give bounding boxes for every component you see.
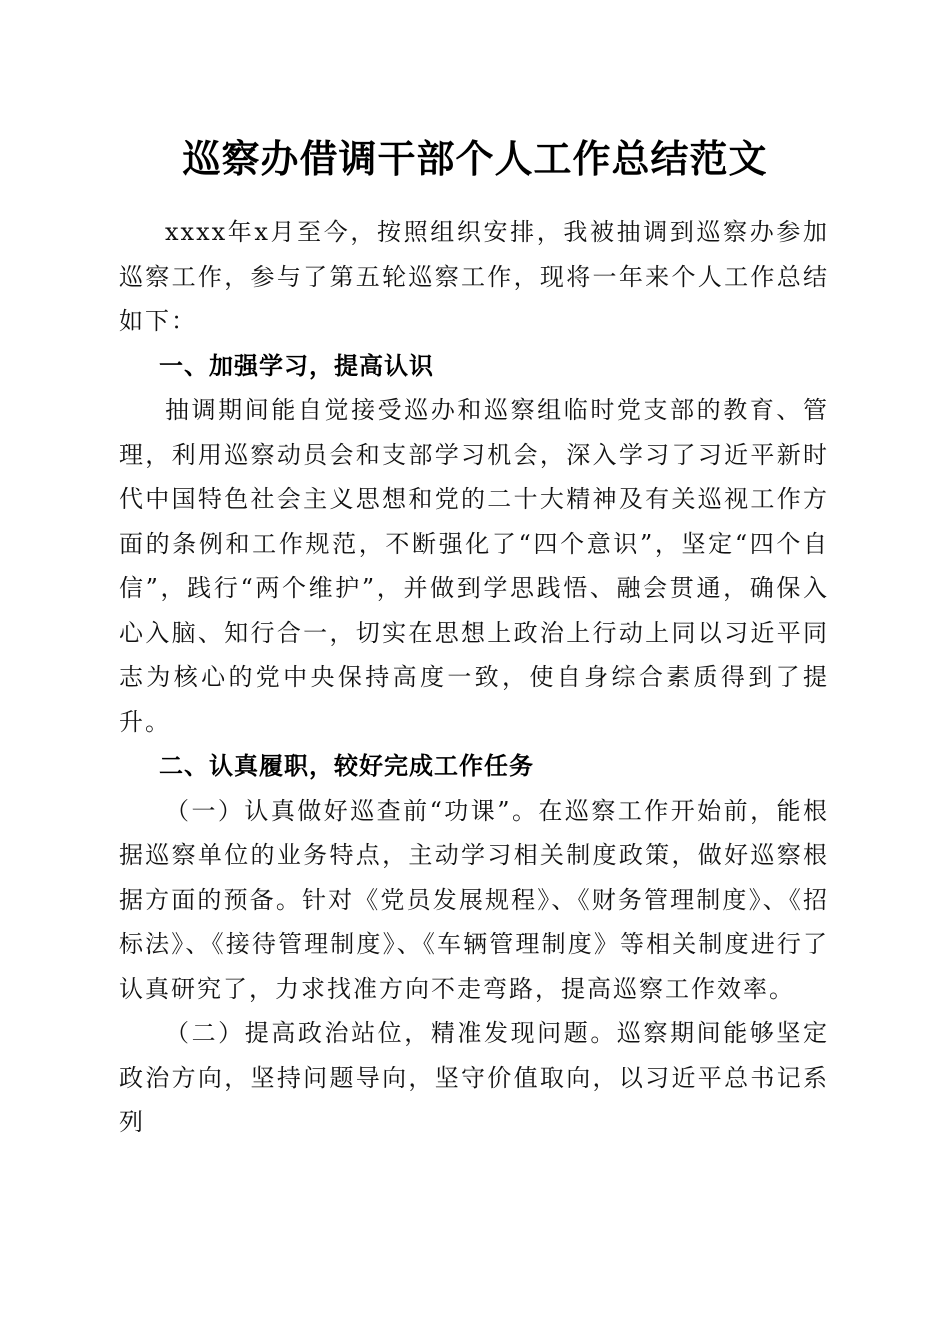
subsection-1-paragraph: （一）认真做好巡查前“功课”。在巡察工作开始前，能根据巡察单位的业务特点，主动学习相关制度政策，做好巡察根据方面的预备。针对《党员发展规程》、《财务管理制度》、《招标法》、《接待管理制度》、《车辆管理制度》等相关制度进行了认真研究了，力求找准方向不走弯路，提高巡察工作效率。 — [119, 796, 829, 1003]
intro-paragraph: xxxx年x月至今，按照组织安排，我被抽调到巡察办参加巡察工作，参与了第五轮巡察工作，现将一年来个人工作总结如下： — [119, 218, 829, 335]
document-title: 巡察办借调干部个人工作总结范文 — [182, 137, 768, 181]
document-body — [119, 210, 829, 1145]
section-heading-2: 二、认真履职，较好完成工作任务 — [159, 752, 534, 780]
section-heading-1: 一、加强学习，提高认识 — [159, 351, 434, 380]
subsection-2-paragraph: （二）提高政治站位，精准发现问题。巡察期间能够坚定政治方向，坚持问题导向，坚守价值取向，以习近平总书记系列 — [119, 1019, 829, 1136]
section-1-paragraph: 抽调期间能自觉接受巡办和巡察组临时党支部的教育、管理，利用巡察动员会和支部学习机会，深入学习了习近平新时代中国特色社会主义思想和党的二十大精神及有关巡视工作方面的条例和工作规范，不断强化了“四个意识”，坚定“四个自信”，践行“两个维护”，并做到学思践悟、融会贯通，确保入心入脑、知行合一，切实在思想上政治上行动上同以习近平同志为核心的党中央保持高度一致，使自身综合素质得到了提升。 — [119, 396, 829, 736]
